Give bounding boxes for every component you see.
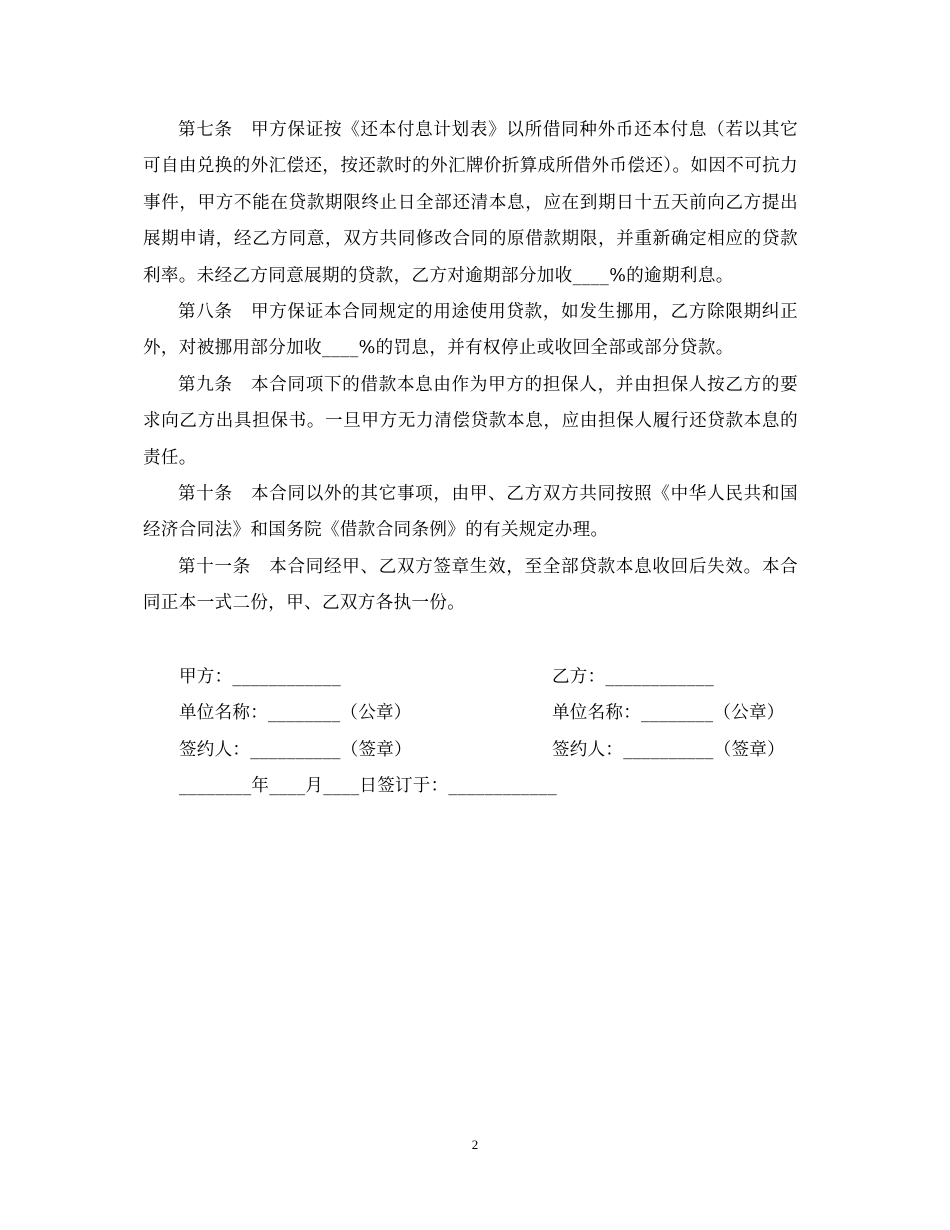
signature-row-unit	[143, 695, 798, 731]
contract-body	[143, 112, 798, 622]
page-number: 2	[471, 1137, 479, 1152]
signature-row-party	[143, 659, 798, 695]
signer-b-line: 签约人：__________（签章）	[552, 739, 785, 760]
signature-block	[143, 659, 798, 805]
article-7-paragraph: 第七条 甲方保证按《还本付息计划表》以所借同种外币还本付息（若以其它可自由兑换的外汇偿还，按还款时的外汇牌价折算成所借外币偿还）。如因不可抗力事件，甲方不能在贷款期限终止日全部还清本息，应在到期日十五天前向乙方提出展期申请，经乙方同意，双方共同修改合同的原借款期限，并重新确定相应的贷款利率。未经乙方同意展期的贷款，乙方对逾期部分加收____%的逾期利息。	[143, 120, 798, 286]
party-a-line: 甲方：____________	[179, 667, 341, 687]
signature-row-signer	[143, 732, 798, 768]
article-9-paragraph: 第九条 本合同项下的借款本息由作为甲方的担保人，并由担保人按乙方的要求向乙方出具担保书。一旦甲方无力清偿贷款本息，应由担保人履行还贷款本息的责任。	[143, 374, 798, 468]
article-8-paragraph: 第八条 甲方保证本合同规定的用途使用贷款，如发生挪用，乙方除限期纠正外，对被挪用部分加收____%的罚息，并有权停止或收回全部或部分贷款。	[143, 302, 798, 359]
party-b-line: 乙方：____________	[552, 667, 714, 687]
unit-name-a-line: 单位名称：________（公章）	[179, 703, 412, 724]
article-11-paragraph: 第十一条 本合同经甲、乙双方签章生效，至全部贷款本息收回后失效。本合同正本一式二份，甲、乙双方各执一份。	[143, 556, 798, 614]
unit-name-b-line: 单位名称：________（公章）	[552, 703, 785, 724]
signing-date-line: ________年____月____日签订于：____________	[179, 776, 557, 797]
signer-a-line: 签约人：__________（签章）	[179, 739, 412, 760]
article-10-paragraph: 第十条 本合同以外的其它事项，由甲、乙方双方共同按照《中华人民共和国经济合同法》和国务院《借款合同条例》的有关规定办理。	[143, 484, 798, 541]
signature-row-date	[143, 768, 798, 804]
